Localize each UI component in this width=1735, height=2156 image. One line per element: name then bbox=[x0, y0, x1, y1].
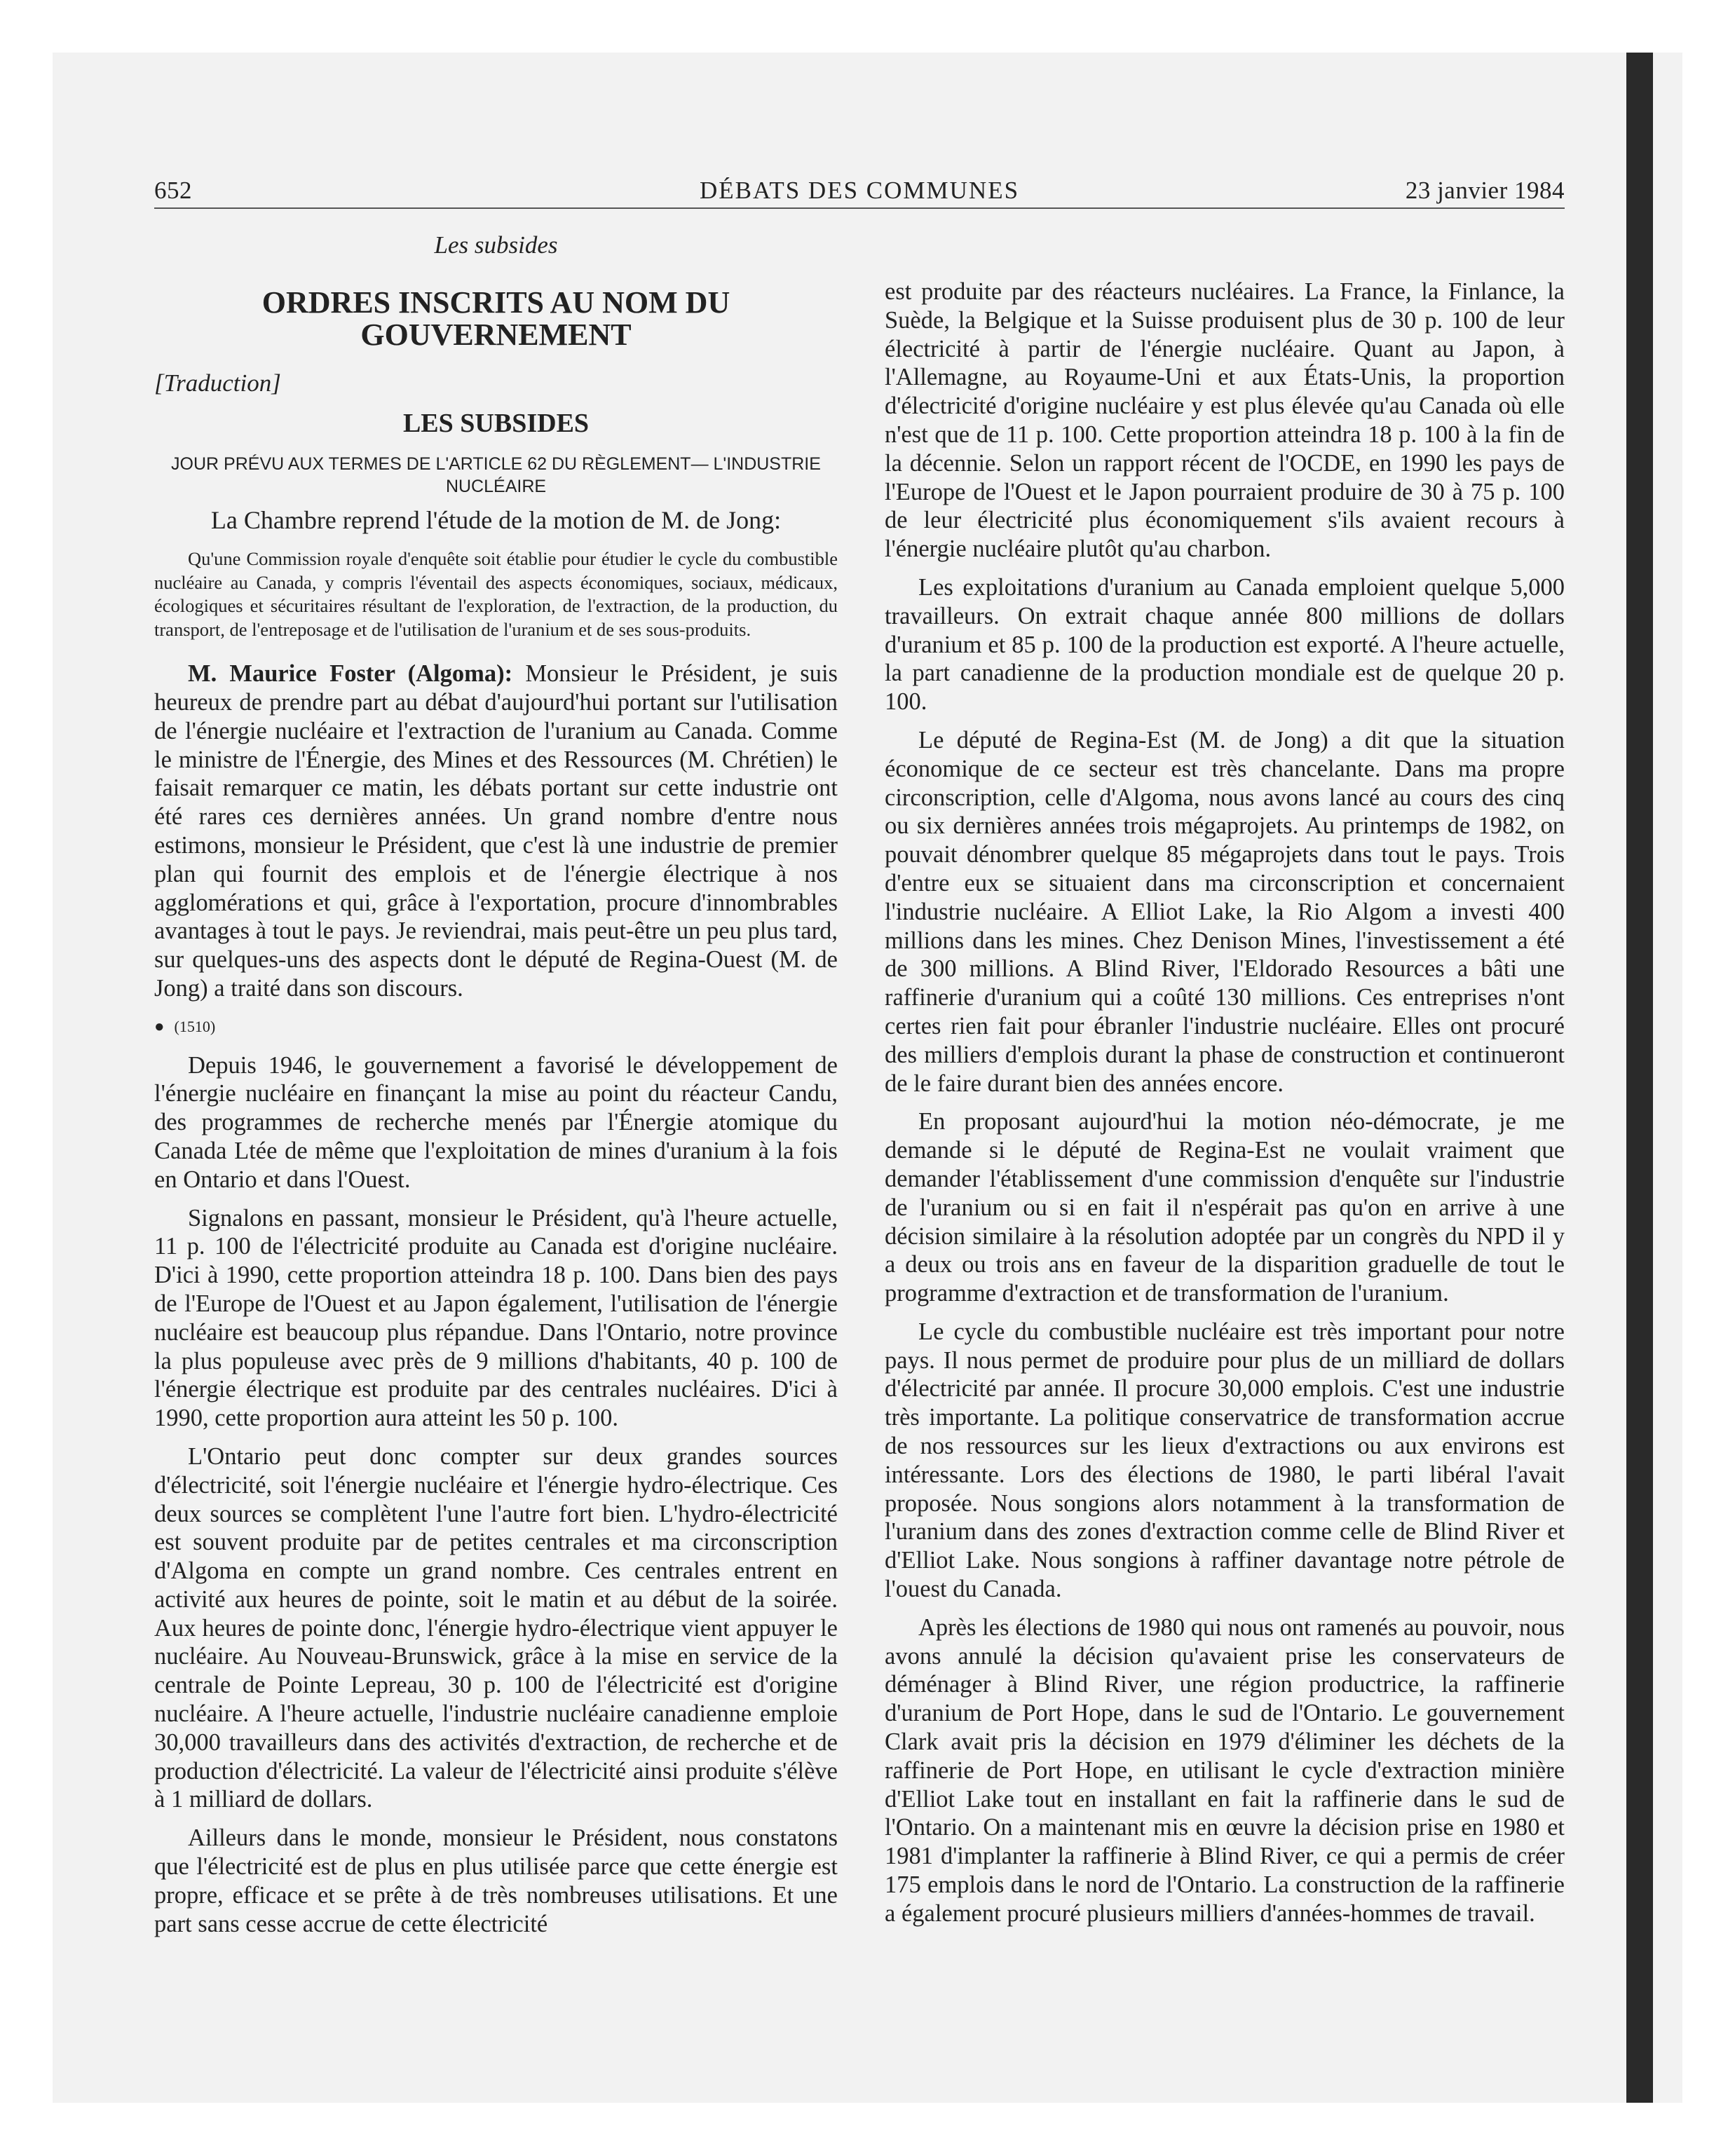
speech-paragraph bbox=[154, 660, 838, 1003]
right-column bbox=[885, 278, 1565, 1938]
bullet-icon: ● bbox=[154, 1017, 165, 1036]
page-number: 652 bbox=[154, 177, 192, 204]
paragraph: En proposant aujourd'hui la motion néo-démocrate, je me demande si le député de Regina-Est ne voulait vraiment que demander l'établissement d'une commission d'enquête sur l'industrie de l'uranium ou si en fait il n'espérait pas qu'on en arrive à une décision similaire à la résolution adoptée par un congrès du NPD il y a deux ou trois ans en faveur de la disparition graduelle de tout le programme d'extraction et de transformation de l'uranium. bbox=[885, 1108, 1565, 1307]
paragraph: Après les élections de 1980 qui nous ont ramenés au pouvoir, nous avons annulé la décision qu'avaient prise les conservateurs de déménager à Blind River, une région productrice, la raffinerie d'uranium de Port Hope, dans le sud de l'Ontario. Le gouvernement Clark avait pris la décision en 1979 d'éliminer les déchets de la raffinerie de Port Hope, en utilisant le cycle d'extraction minière d'Elliot Lake tout en installant en fait la raffinerie dans le sud de l'Ontario. On a maintenant mis en œuvre la décision prise en 1980 et 1981 d'implanter la raffinerie à Blind River, ce qui a permis de créer 175 emplois dans le nord de l'Ontario. La construction de la raffinerie a également procuré plusieurs milliers d'années-hommes de travail. bbox=[885, 1613, 1565, 1927]
left-column bbox=[154, 226, 838, 1948]
publication-title: DÉBATS DES COMMUNES bbox=[699, 177, 1020, 204]
paragraph: Les exploitations d'uranium au Canada emploient quelque 5,000 travailleurs. On extrait chaque année 800 millions de dollars d'uranium et 85 p. 100 de la production est exporté. A l'heure actuelle, la part canadienne de la production mondiale est de quelque 20 p. 100. bbox=[885, 573, 1565, 716]
timestamp-text: (1510) bbox=[174, 1017, 216, 1035]
translation-note: [Traduction] bbox=[154, 369, 281, 397]
main-heading: ORDRES INSCRITS AU NOM DU GOUVERNEMENT bbox=[261, 285, 730, 352]
timestamp bbox=[154, 1013, 838, 1042]
motion-text: Qu'une Commission royale d'enquête soit établie pour étudier le cycle du combustible nucléaire au Canada, y compris l'éventail des aspects économiques, sociaux, médicaux, écologiques et sécuritaires résultant de l'exploration, de l'extraction, de la production, du transport, de l'entreposage et de l'utilisation de l'uranium et de ses sous-produits. bbox=[154, 548, 838, 640]
motion-intro: La Chambre reprend l'étude de la motion de M. de Jong: bbox=[210, 506, 782, 535]
section-label: Les subsides bbox=[434, 231, 558, 259]
speaker-name: M. Maurice Foster (Algoma): bbox=[188, 660, 513, 688]
scan-edge-bar bbox=[1626, 53, 1653, 2103]
topic-heading: JOUR PRÉVU AUX TERMES DE L'ARTICLE 62 DU RÈGLEMENT— L'INDUSTRIE NUCLÉAIRE bbox=[171, 454, 821, 497]
paragraph: est produite par des réacteurs nucléaires. La France, la Finlance, la Suède, la Belgique et la Suisse produisent plus de 30 p. 100 de leur électricité à partir de l'énergie nucléaire. Quant au Japon, à l'Allemagne, au Royaume-Uni et aux États-Unis, la proportion d'électricité d'origine nucléaire y est plus élevée qu'au Canada où elle n'est que de 11 p. 100. Cette proportion atteindra 18 p. 100 à la fin de la décennie. Selon un rapport récent de l'OCDE, en 1990 les pays de l'Europe de l'Ouest et le Japon pourraient produire de 30 à 75 p. 100 de leur électricité plus économiquement s'ils avaient recours à l'énergie nucléaire plutôt qu'au charbon. bbox=[885, 278, 1565, 563]
paragraph: Le député de Regina-Est (M. de Jong) a dit que la situation économique de ce secteur est très chancelante. Dans ma propre circonscription, celle d'Algoma, nous avons lancé au cours des cinq ou six dernières années trois mégaprojets. Au printemps de 1982, on pouvait dénombrer quelque 85 mégaprojets dans tout le pays. Trois d'entre eux se situaient dans ma circonscription et concernaient l'industrie nucléaire. A Elliot Lake, la Rio Algom a investi 400 millions dans les mines. Chez Denison Mines, l'investissement a été de 300 millions. A Blind River, l'Eldorado Resources a bâti une raffinerie d'uranium qui a coûté 130 millions. Ces entreprises n'ont certes rien fait pour ébranler l'industrie nucléaire. Elles ont procuré des milliers d'emplois durant la phase de construction et continueront de le faire durant bien des années encore. bbox=[885, 726, 1565, 1097]
paragraph: Signalons en passant, monsieur le Président, qu'à l'heure actuelle, 11 p. 100 de l'électricité produite au Canada est d'origine nucléaire. D'ici à 1990, cette proportion atteindra 18 p. 100. Dans bien des pays de l'Europe de l'Ouest et au Japon également, l'utilisation de l'énergie nucléaire est beaucoup plus répandue. Dans l'Ontario, notre province la plus populeuse avec près de 9 millions d'habitants, 40 p. 100 de l'énergie électrique est produite par des centrales nucléaires. D'ici à 1990, cette proportion aura atteint les 50 p. 100. bbox=[154, 1204, 838, 1432]
header-rule bbox=[154, 207, 1565, 209]
sub-heading: LES SUBSIDES bbox=[402, 408, 590, 438]
speech-text: Monsieur le Président, je suis heureux de prendre part au débat d'aujourd'hui portant sur l'utilisation de l'énergie nucléaire et l'extraction de l'uranium au Canada. Comme le ministre de l'Énergie, des Mines et des Ressources (M. Chrétien) le faisait remarquer ce matin, les débats portant sur cette industrie ont été rares ces dernières années. Un grand nombre d'entre nous estimons, monsieur le Président, que c'est là une industrie de premier plan qui fournit des emplois et de l'énergie électrique à nos agglomérations et qui, grâce à l'exportation, procure d'innombrables avantages à tout le pays. Je reviendrai, mais peut-être un peu plus tard, sur quelques-uns des aspects dont le député de Regina-Ouest (M. de Jong) a traité dans son discours. bbox=[154, 660, 838, 1002]
paragraph: Le cycle du combustible nucléaire est très important pour notre pays. Il nous permet de produire pour plus de un milliard de dollars d'électricité par année. Il procure 30,000 emplois. C'est une industrie très importante. La politique conservatrice de transformation accrue de nos ressources sur les lieux d'extractions ou aux environs est intéressante. Lors des élections de 1980, le parti libéral l'avait proposée. Nous songions alors notamment à la transformation de l'uranium dans des zones d'extraction comme celle de Blind River et d'Elliot Lake. Nous songions à raffiner davantage notre pétrole de l'ouest du Canada. bbox=[885, 1318, 1565, 1603]
page-date: 23 janvier 1984 bbox=[1405, 177, 1565, 204]
paragraph: Ailleurs dans le monde, monsieur le Président, nous constatons que l'électricité est de plus en plus utilisée parce que cette énergie est propre, efficace et se prête à de très nombreuses utilisations. Et une part sans cesse accrue de cette électricité bbox=[154, 1824, 838, 1937]
paragraph: Depuis 1946, le gouvernement a favorisé le développement de l'énergie nucléaire en finançant la mise au point du réacteur Candu, des programmes de recherche menés par l'Énergie atomique du Canada Ltée de même que l'exploitation de mines d'uranium à la fois en Ontario et dans l'Ouest. bbox=[154, 1051, 838, 1193]
paragraph: L'Ontario peut donc compter sur deux grandes sources d'électricité, soit l'énergie nucléaire et l'énergie hydro-électrique. Ces deux sources se complètent l'une l'autre fort bien. L'hydro-électricité est souvent produite par de petites centrales et ma circonscription d'Algoma en compte un grand nombre. Ces centrales entrent en activité aux heures de pointe, soit le matin et au début de la soirée. Aux heures de pointe donc, l'énergie hydro-électrique vient appuyer le nucléaire. Au Nouveau-Brunswick, grâce à la mise en service de la centrale de Pointe Lepreau, 30 p. 100 de l'électricité est d'origine nucléaire. A l'heure actuelle, l'industrie nucléaire canadienne emploie 30,000 travailleurs dans des activités d'extraction, de recherche et de production d'électricité. La valeur de l'électricité ainsi produite s'élève à 1 milliard de dollars. bbox=[154, 1442, 838, 1813]
page-header bbox=[154, 177, 1565, 207]
